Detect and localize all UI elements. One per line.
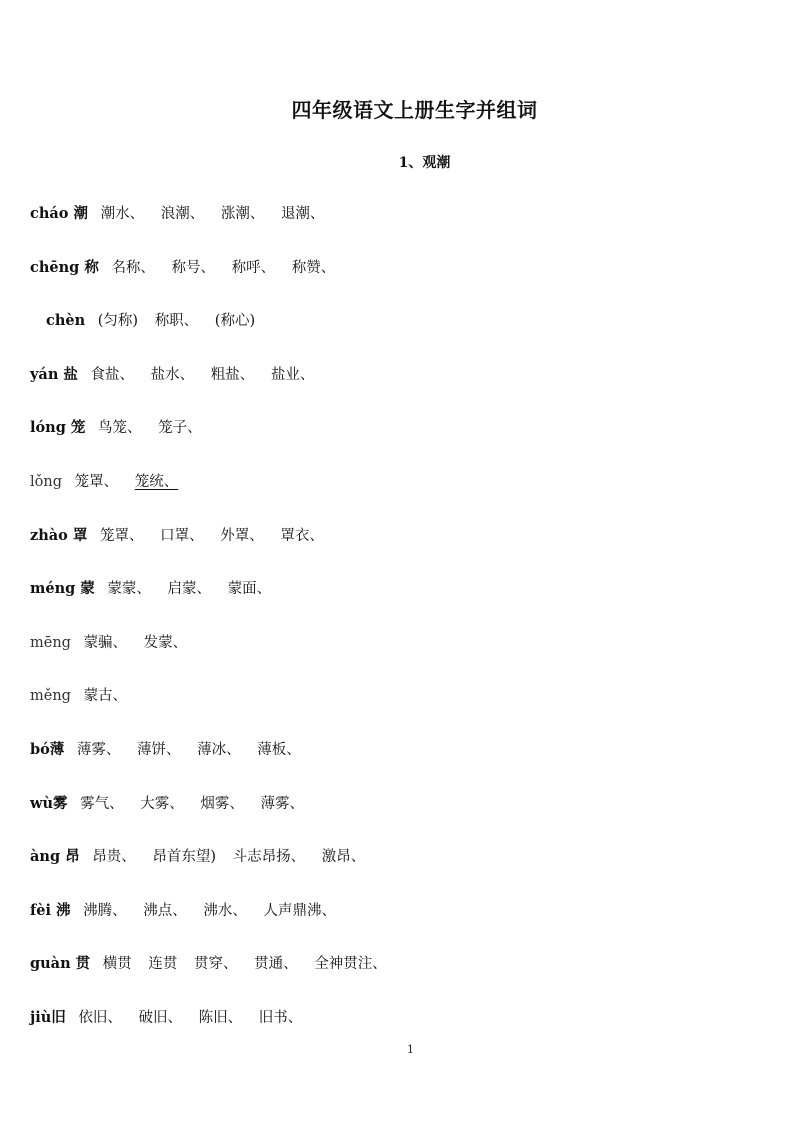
word: 连贯 bbox=[148, 956, 178, 973]
entry-meng-2 bbox=[30, 579, 770, 633]
word: 浪潮、 bbox=[160, 206, 205, 222]
word-list bbox=[30, 204, 770, 1062]
entry-head: àng 昂 bbox=[30, 848, 80, 866]
word: 食盐、 bbox=[90, 366, 135, 383]
entry-meng-1 bbox=[30, 633, 770, 687]
word: (称心) bbox=[214, 313, 256, 330]
entry-yan bbox=[30, 365, 770, 419]
entry-head: chèn bbox=[46, 312, 86, 330]
entry-head: guàn 贯 bbox=[30, 955, 91, 973]
word: 笼罩、 bbox=[100, 527, 144, 544]
word: 蒙古、 bbox=[83, 688, 128, 705]
word: 斗志昂扬、 bbox=[232, 849, 306, 866]
word: 全神贯注、 bbox=[314, 956, 387, 973]
word: 破旧、 bbox=[138, 1009, 183, 1026]
entry-head: zhào 罩 bbox=[30, 526, 88, 544]
entry-meng-3 bbox=[30, 686, 770, 740]
word: 发蒙、 bbox=[143, 634, 188, 651]
entry-head: chēng 称 bbox=[30, 258, 99, 276]
word: 涨潮、 bbox=[220, 206, 265, 222]
page-number: 1 bbox=[407, 1043, 414, 1056]
entry-bo bbox=[30, 740, 770, 794]
word: 罩衣、 bbox=[280, 527, 324, 544]
word: 依旧、 bbox=[78, 1009, 122, 1026]
word: 退潮、 bbox=[280, 206, 325, 222]
entry-fei bbox=[30, 901, 770, 955]
word: 潮水、 bbox=[100, 206, 145, 222]
word: 称职、 bbox=[154, 313, 199, 330]
word: 鸟笼、 bbox=[98, 420, 142, 437]
word: 烟雾、 bbox=[200, 795, 244, 812]
word: 人声鼎沸、 bbox=[263, 902, 336, 919]
entry-head: lǒng bbox=[30, 473, 62, 490]
word: 称号、 bbox=[171, 259, 216, 276]
word: 薄冰、 bbox=[197, 741, 241, 758]
word: 昂首东望) bbox=[152, 849, 217, 866]
word: 笼子、 bbox=[158, 420, 202, 437]
word: 蒙面、 bbox=[227, 581, 272, 598]
word: 薄雾、 bbox=[260, 795, 304, 812]
entry-ang bbox=[30, 847, 770, 901]
word: 外罩、 bbox=[220, 527, 264, 544]
word: 横贯 bbox=[102, 956, 132, 973]
word: 大雾、 bbox=[140, 795, 184, 812]
word: 蒙蒙、 bbox=[107, 581, 151, 598]
word: 薄饼、 bbox=[137, 741, 181, 758]
word: 昂贵、 bbox=[92, 849, 136, 866]
word: 口罩、 bbox=[160, 527, 204, 544]
entry-head: jiù旧 bbox=[30, 1008, 66, 1026]
entry-cheng bbox=[30, 258, 770, 312]
word: 名称、 bbox=[111, 259, 155, 276]
word: 沸腾、 bbox=[83, 902, 127, 919]
word: 笼罩、 bbox=[74, 473, 119, 490]
entry-head: fèi 沸 bbox=[30, 901, 71, 919]
entry-long bbox=[30, 418, 770, 472]
entry-head: yán 盐 bbox=[30, 365, 78, 383]
word: 称赞、 bbox=[291, 259, 336, 276]
entry-head: méng 蒙 bbox=[30, 580, 95, 598]
entry-head: cháo 潮 bbox=[30, 205, 88, 222]
entry-long-3 bbox=[30, 472, 770, 526]
word: 激昂、 bbox=[321, 849, 366, 866]
word: 称呼、 bbox=[231, 259, 276, 276]
word: 沸水、 bbox=[203, 902, 247, 919]
entry-head: měng bbox=[30, 688, 71, 705]
entry-chen bbox=[30, 311, 770, 365]
word: 沸点、 bbox=[143, 902, 187, 919]
word: 旧书、 bbox=[258, 1009, 303, 1026]
entry-zhao bbox=[30, 526, 770, 580]
entry-head: lóng 笼 bbox=[30, 419, 86, 437]
word: 薄雾、 bbox=[76, 741, 121, 758]
word: 蒙骗、 bbox=[83, 634, 128, 651]
lesson-title: 1、观潮 bbox=[398, 155, 451, 171]
word-underlined: 笼统、 bbox=[134, 473, 179, 490]
page-title: 四年级语文上册生字并组词 bbox=[291, 98, 538, 122]
entry-head: wù雾 bbox=[30, 794, 68, 812]
entry-chao bbox=[30, 204, 770, 258]
entry-guan bbox=[30, 954, 770, 1008]
word: 启蒙、 bbox=[167, 581, 212, 598]
entry-head: mēng bbox=[30, 634, 71, 651]
word: 薄板、 bbox=[257, 741, 301, 758]
word: 贯通、 bbox=[254, 956, 298, 973]
word: 粗盐、 bbox=[210, 366, 255, 383]
entry-head: bó薄 bbox=[30, 740, 65, 758]
word: 盐水、 bbox=[150, 366, 195, 383]
word: 雾气、 bbox=[80, 795, 124, 812]
word: 陈旧、 bbox=[198, 1009, 243, 1026]
word: 盐业、 bbox=[270, 366, 315, 383]
word: (匀称) bbox=[97, 313, 139, 330]
entry-wu bbox=[30, 794, 770, 848]
word: 贯穿、 bbox=[194, 956, 238, 973]
